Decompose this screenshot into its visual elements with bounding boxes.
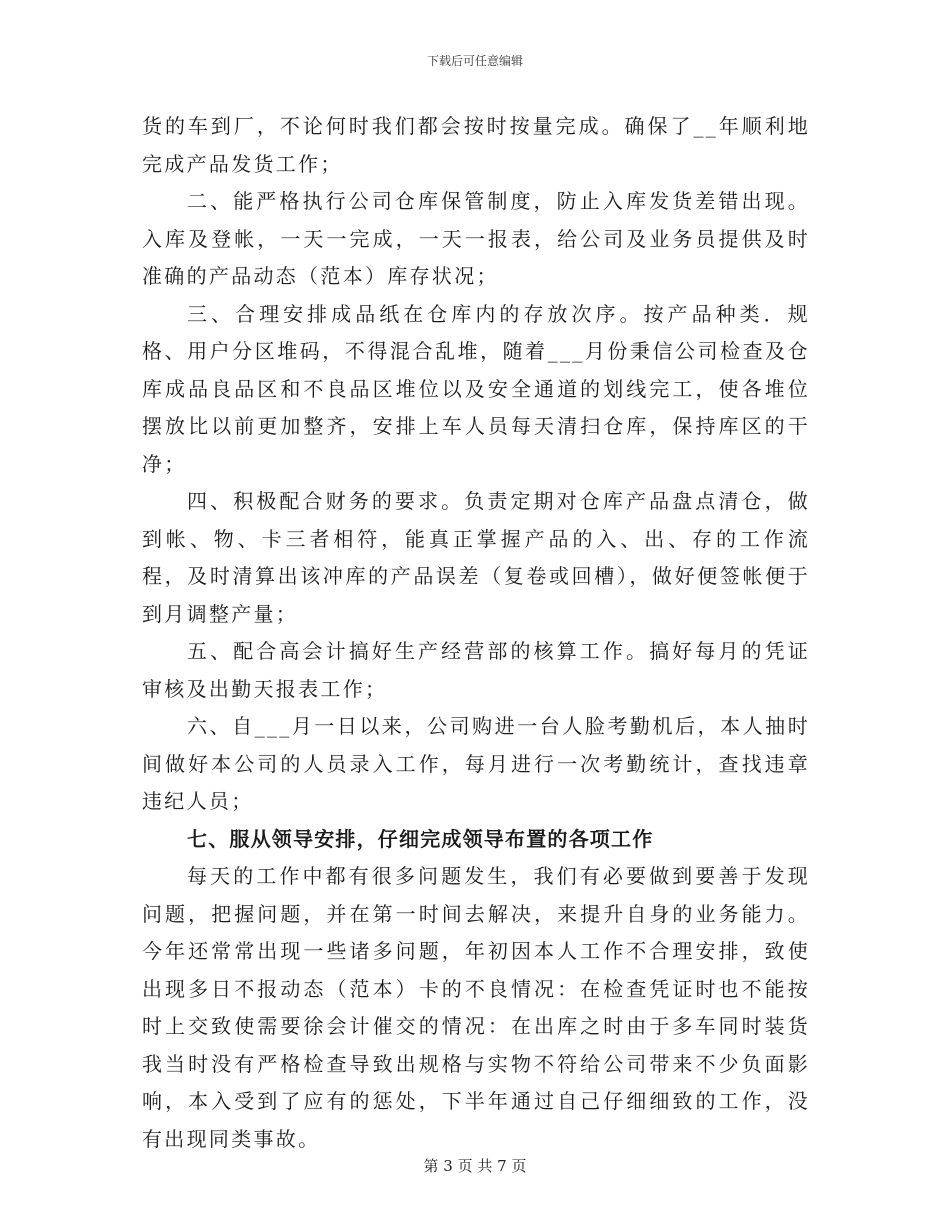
page-number: 第 3 页 共 7 页 [423,1157,527,1175]
paragraph-closing: 每天的工作中都有很多问题发生，我们有必要做到要善于发现问题，把握问题，并在第一时间去解决，来提升自身的业务能力。今年还常常出现一些诸多问题，年初因本人工作不合理安排，致使出现多日不报动态（范本）卡的不良情况：在检查凭证时也不能按时上交致使需要徐会计催交的情况：在出库之时由于多车同时装货我当时没有严格检查导致出规格与实物不符给公司带来不少负面影响，本入受到了应有的惩处，下半年通过自己仔细细致的工作，没有出现同类事故。 [142,864,810,1151]
paragraph-item-5: 五、配合高会计搞好生产经营部的核算工作。搞好每月的凭证审核及出勤天报表工作； [142,639,810,701]
section-heading: 七、服从领导安排，仔细完成领导布置的各项工作 [187,826,654,851]
paragraph-continuation: 货的车到厂，不论何时我们都会按时按量完成。确保了__年顺利地完成产品发货工作； [142,114,810,176]
paragraph-item-3: 三、合理安排成品纸在仓库内的存放次序。按产品种类．规格、用户分区堆码，不得混合乱堆，随着___月份秉信公司检查及仓库成品良品区和不良品区堆位以及安全通道的划线完工，使各堆位摆放比以前更加整齐，安排上车人员每天清扫仓库，保持库区的干净； [142,301,810,476]
page-header-note: 下载后可任意编辑 [426,54,523,68]
paragraph-item-4: 四、积极配合财务的要求。负责定期对仓库产品盘点清仓，做到帐、物、卡三者相符，能真正掌握产品的入、出、存的工作流程，及时清算出该冲库的产品误差（复卷或回槽），做好便签帐便于到月调整产量； [142,489,810,626]
paragraph-item-2: 二、能严格执行公司仓库保管制度，防止入库发货差错出现。入库及登帐，一天一完成，一天一报表，给公司及业务员提供及时准确的产品动态（范本）库存状况； [142,189,810,288]
paragraph-item-6: 六、自___月一日以来，公司购进一台人脸考勤机后，本人抽时间做好本公司的人员录入工作，每月进行一次考勤统计，查找违章违纪人员； [142,714,810,813]
document-body [142,108,810,1158]
